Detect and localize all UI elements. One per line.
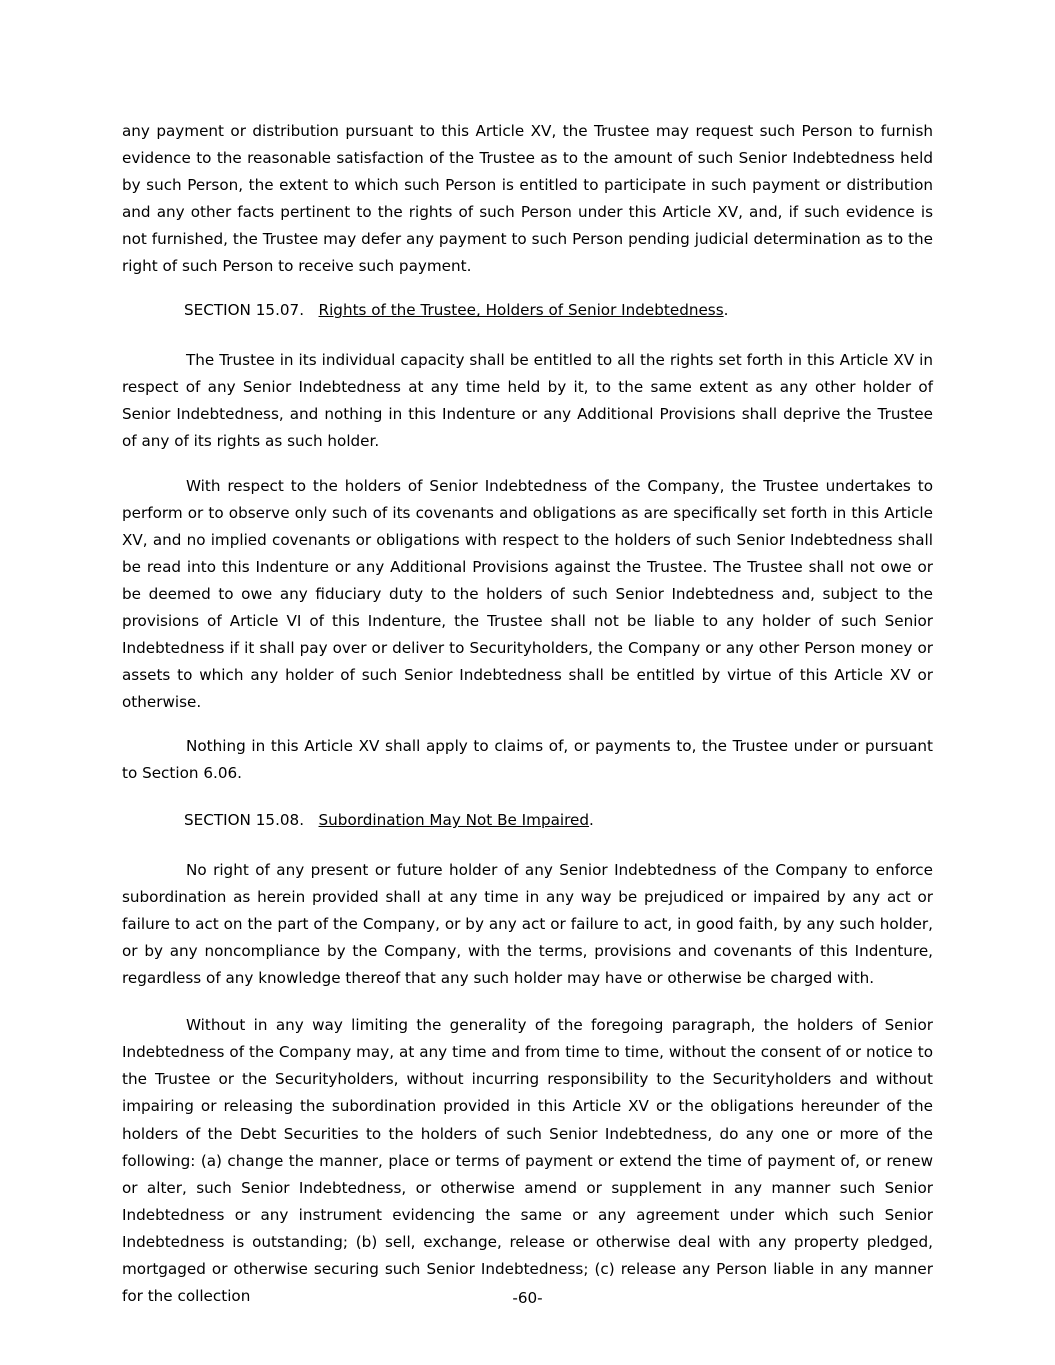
page-number: -60- <box>512 1289 543 1307</box>
paragraph-without-limiting-generality: Without in any way limiting the generality of the foregoing paragraph, the holders of Senior Indebtedness of the Company may, at any time and from time to time, without the consent of or notice to the Trustee or the Securityholders, without incurring responsibility to the Securityholders and without impairing or releasing the subordination provided in this Article XV or the obligations hereunder of the holders of the Debt Securities to the holders of such Senior Indebtedness, do any one or more of the following: (a) change the manner, place or terms of payment or extend the time of payment of, or renew or alter, such Senior Indebtedness, or otherwise amend or supplement in any manner such Senior Indebtedness or any instrument evidencing the same or any agreement under which such Senior Indebtedness is outstanding; (b) sell, exchange, release or otherwise deal with any property pledged, mortgaged or otherwise securing such Senior Indebtedness; (c) release any Person liable in any manner for the collection <box>122 1016 933 1305</box>
section-heading-15-07 <box>122 297 933 324</box>
section-terminator: . <box>723 301 729 320</box>
paragraph-continuation: any payment or distribution pursuant to this Article XV, the Trustee may request such Person to furnish evidence to the reasonable satisfaction of the Trustee as to the amount of such Senior Indebtedness held by such Person, the extent to which such Person is entitled to participate in such payment or distribution and any other facts pertinent to the rights of such Person under this Article XV, and, if such evidence is not furnished, the Trustee may defer any payment to such Person pending judicial determination as to the right of such Person to receive such payment. <box>122 122 933 276</box>
paragraph-trustee-individual-capacity: The Trustee in its individual capacity shall be entitled to all the rights set forth in this Article XV in respect of any Senior Indebtedness at any time held by it, to the same extent as any other holder of Senior Indebtedness, and nothing in this Indenture or any Additional Provisions shall deprive the Trustee of any of its rights as such holder. <box>122 351 933 451</box>
paragraph-no-right-of-holder: No right of any present or future holder of any Senior Indebtedness of the Company to enforce subordination as herein provided shall at any time in any way be prejudiced or impaired by any act or failure to act on the part of the Company, or by any act or failure to act, in good faith, by any such holder, or by any noncompliance by the Company, with the terms, provisions and covenants of this Indenture, regardless of any knowledge thereof that any such holder may have or otherwise be charged with. <box>122 861 933 988</box>
document-body <box>122 118 933 1310</box>
paragraph-nothing-in-article: Nothing in this Article XV shall apply to claims of, or payments to, the Trustee under or pursuant to Section 6.06. <box>122 736 933 782</box>
section-heading-15-08 <box>122 807 933 834</box>
section-number: SECTION 15.07. <box>184 301 305 320</box>
section-title: Subordination May Not Be Impaired <box>318 811 590 830</box>
section-number: SECTION 15.08. <box>184 811 305 830</box>
section-terminator: . <box>589 811 594 830</box>
paragraph-with-respect-to-holders: With respect to the holders of Senior Indebtedness of the Company, the Trustee undertakes to perform or to observe only such of its covenants and obligations as are specifically set forth in this Article XV, and no implied covenants or obligations with respect to the holders of such Senior Indebtedness shall be read into this Indenture or any Additional Provisions against the Trustee. The Trustee shall not owe or be deemed to owe any fiduciary duty to the holders of such Senior Indebtedness and, subject to the provisions of Article VI of this Indenture, the Trustee shall not be liable to any holder of such Senior Indebtedness if it shall pay over or deliver to Securityholders, the Company or any other Person money or assets to which any holder of such Senior Indebtedness shall be entitled by virtue of this Article XV or otherwise. <box>122 476 933 711</box>
section-title: Rights of the Trustee, Holders of Senior Indebtedness <box>318 301 724 320</box>
